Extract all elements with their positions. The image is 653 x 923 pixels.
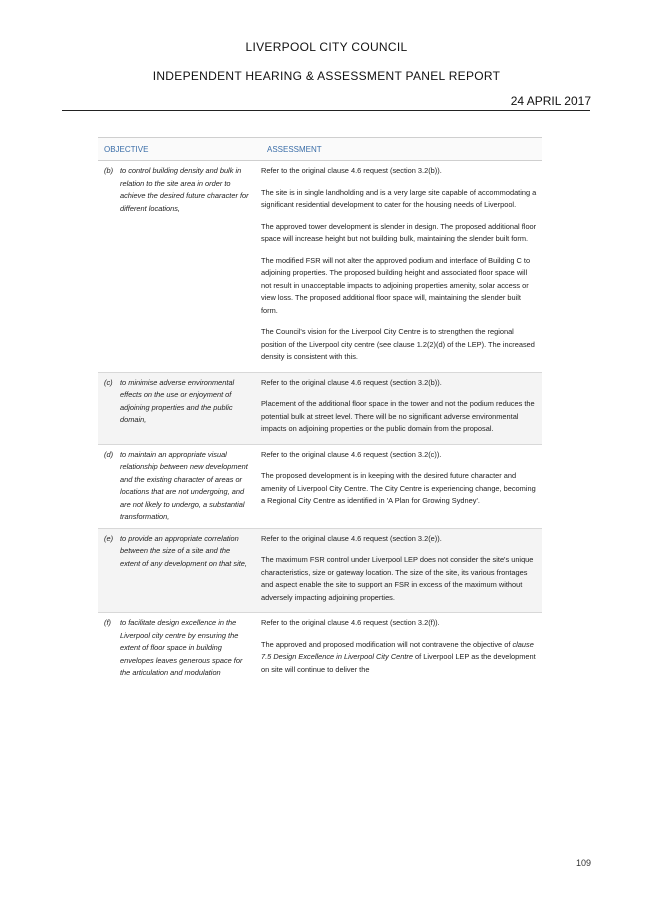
- column-header-objective: OBJECTIVE: [104, 144, 149, 154]
- assessment-cell: [253, 161, 542, 372]
- clause-reference: clause 7.5 Design Excellence in Liverpool City Centre: [261, 639, 534, 661]
- table-row: [98, 529, 542, 614]
- table-row: [98, 373, 542, 445]
- objective-text: to control building density and bulk in relation to the site area in order to achieve the desired future character for different locations,: [120, 166, 249, 213]
- assessment-cell: [253, 373, 542, 444]
- objective-text: to maintain an appropriate visual relationship between new development and the existing character of areas or locations that are not undergoing, and are not likely to undergo, a substantial transformation,: [120, 449, 248, 521]
- assessment-paragraph: Refer to the original clause 4.6 request (section 3.2(e)).: [261, 533, 442, 543]
- table-row: [98, 445, 542, 529]
- report-date: 24 APRIL 2017: [510, 94, 591, 108]
- assessment-paragraph: The proposed development is in keeping with the desired future character and amenity of Liverpool City Centre. The City Centre is experiencing change, becoming a Regional City Centre as identified in 'A Plan for Growing Sydney'.: [261, 471, 536, 505]
- assessment-paragraph: Refer to the original clause 4.6 request (section 3.2(b)).: [261, 166, 442, 175]
- assessment-text: of Liverpool LEP as the development on site will continue to deliver the: [261, 652, 536, 674]
- assessment-paragraph: Refer to the original clause 4.6 request (section 3.2(f)).: [261, 618, 440, 627]
- assessment-paragraph: Refer to the original clause 4.6 request (section 3.2(b)).: [261, 377, 442, 387]
- assessment-paragraph: The modified FSR will not alter the approved podium and interface of Building C to adjoining properties. The proposed building height and associated floor space will not result in unacceptable impacts to adjoining properties amenity, solar access or view loss. The proposed additional floor space will, maintaining the slender built form.: [261, 255, 531, 315]
- column-header-assessment: ASSESSMENT: [267, 144, 322, 154]
- table-row: [98, 613, 542, 684]
- header-divider: [62, 110, 590, 111]
- assessment-paragraph: The site is in single landholding and is a very large site capable of accommodating a significant residential development to cater for the housing needs of Liverpool.: [261, 187, 537, 209]
- objective-letter: (c): [104, 377, 113, 387]
- assessment-paragraph: The approved tower development is slender in design. The proposed additional floor space will increase height but not building bulk, maintaining the slender built form.: [261, 221, 537, 243]
- assessment-paragraph: Refer to the original clause 4.6 request (section 3.2(c)).: [261, 449, 442, 459]
- report-title: INDEPENDENT HEARING & ASSESSMENT PANEL REPORT: [152, 69, 501, 83]
- table-header: [98, 138, 542, 161]
- objective-letter: (e): [104, 533, 114, 543]
- objective-cell: [98, 373, 253, 444]
- table-row: [98, 161, 542, 373]
- objective-cell: [98, 529, 253, 613]
- objective-text: to provide an appropriate correlation between the size of a site and the extent of any development on that site,: [120, 533, 247, 568]
- assessment-cell: [253, 445, 542, 528]
- assessment-paragraph: [261, 639, 538, 677]
- council-title: LIVERPOOL CITY COUNCIL: [245, 40, 408, 54]
- assessment-cell: [253, 529, 542, 613]
- assessment-cell: [253, 613, 542, 684]
- assessment-paragraph: The Council's vision for the Liverpool City Centre is to strengthen the regional position of the Liverpool city centre (see clause 1.2(2)(d) of the LEP). The increased density is consistent with this.: [261, 327, 535, 361]
- assessment-paragraph: Placement of the additional floor space in the tower and not the podium reduces the potential bulk at street level. There will be no significant adverse environmental impacts on adjoining properties or the public domain from the proposal.: [261, 399, 535, 433]
- page-number: 109: [575, 858, 591, 868]
- objective-letter: (f): [104, 618, 111, 627]
- objective-cell: [98, 161, 253, 372]
- objective-cell: [98, 445, 253, 528]
- assessment-text: The approved and proposed modification will not contravene the objective of: [261, 639, 513, 649]
- objectives-assessment-table: [98, 137, 542, 684]
- objective-text: to minimise adverse environmental effects on the use or enjoyment of adjoining properties and the public domain,: [120, 377, 235, 424]
- objective-cell: [98, 613, 253, 684]
- assessment-paragraph: The maximum FSR control under Liverpool LEP does not consider the site's unique characteristics, size or gateway location. The size of the site, its various frontages and aspect enable the site to support an FSR in excess of the maximum without adversely impacting adjoining properties.: [261, 555, 534, 602]
- objective-text: to facilitate design excellence in the Liverpool city centre by ensuring the extent of floor space in building envelopes leaves generous space for the articulation and modulation: [120, 618, 243, 677]
- objective-letter: (b): [104, 166, 114, 175]
- objective-letter: (d): [104, 449, 114, 459]
